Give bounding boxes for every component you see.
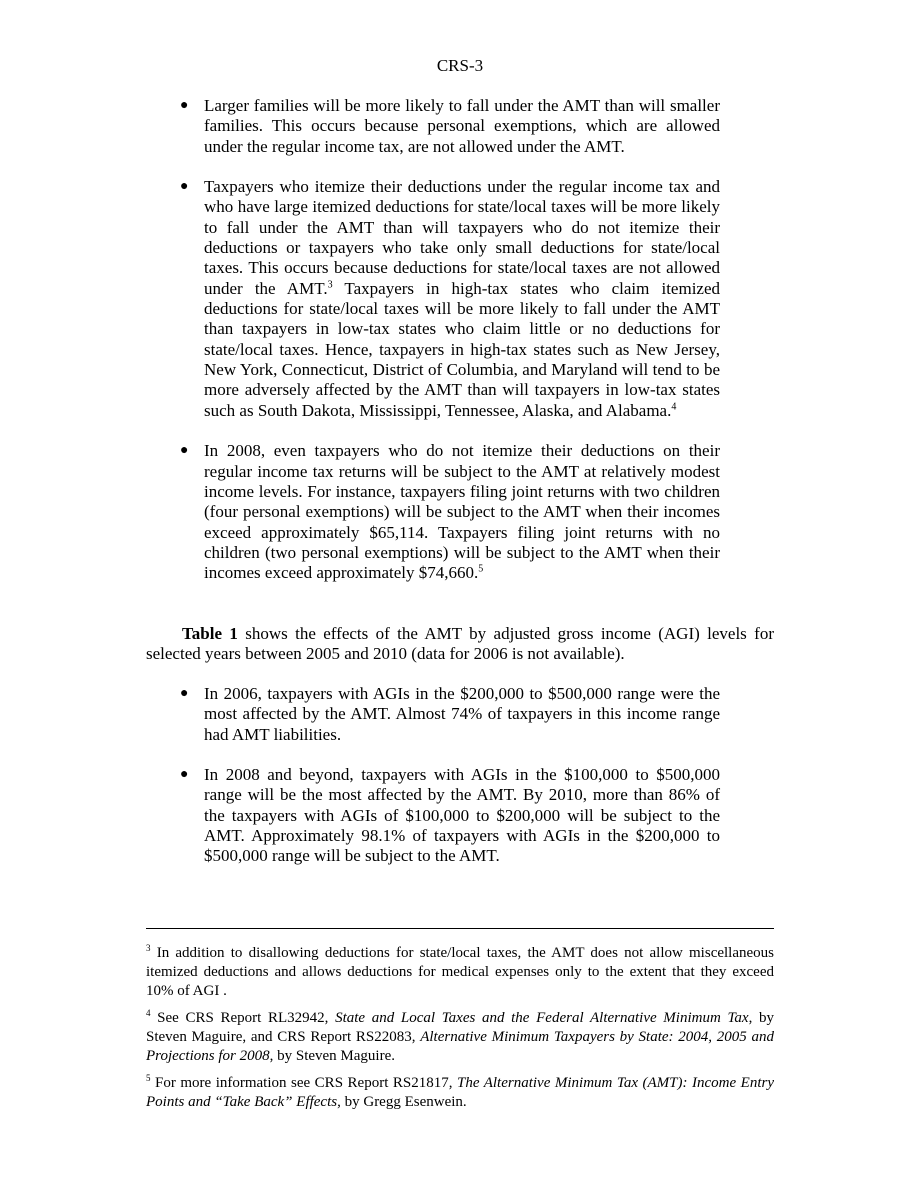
report-title: The Alternative Minimum Tax (AMT): Income Entry Points and “Take Back” Effects — [146, 1075, 774, 1110]
footnote-3 — [146, 944, 774, 1001]
footnote-text: In addition to disallowing deductions for state/local taxes, the AMT does not allow miscellaneous itemized deductions and allows deductions for medical expenses only to the extent that they exceed 10% of AGI . — [146, 945, 774, 999]
table-1-paragraph — [146, 624, 774, 665]
bullet-icon: ● — [180, 767, 189, 783]
bullet-icon: ● — [180, 686, 189, 701]
page-number-header: CRS-3 — [436, 56, 484, 75]
bullet-text: Taxpayers in high-tax states who claim itemized deductions for state/local taxes will be more likely to fall under the AMT than taxpayers in low-tax states who claim little or no deductions for state/local taxes. Hence, taxpayers in high-tax states such as New Jersey, New York, Connecticut, District of Columbia, and Maryland will tend to be more adversely affected by the AMT than will taxpayers in low-tax states such as South Dakota, Mississippi, Tennessee, Alaska, and Alabama. — [204, 278, 721, 420]
list-item — [180, 441, 720, 583]
report-title: Alternative Minimum Taxpayers by State: 2004, 2005 and Projections for 2008 — [146, 1029, 774, 1064]
footnote-4 — [146, 1009, 774, 1066]
bullet-text: Larger families will be more likely to fall under the AMT than will smaller families. This occurs because personal exemptions, which are allowed under the regular income tax, are not allowed under the AMT. — [204, 96, 720, 156]
list-item — [180, 177, 720, 421]
footnote-text: See CRS Report RL32942, — [150, 1010, 336, 1026]
bullet-text: In 2008, even taxpayers who do not itemize their deductions on their regular income tax returns will be subject to the AMT at relatively modest income levels. For instance, taxpayers filing joint returns with two children (four personal exemptions) will be subject to the AMT when their incomes exceed approximately $65,114. Taxpayers filing joint returns with no children (two personal exemptions) will be subject to the AMT when their incomes exceed approximately $74,660. — [204, 441, 720, 583]
bullet-text: In 2008 and beyond, taxpayers with AGIs in the $100,000 to $500,000 range will be the most affected by the AMT. By 2010, more than 86% of the taxpayers with AGIs of $100,000 to $200,000 will be subject to the AMT. Approximately 98.1% of taxpayers with AGIs in the $200,000 to $500,000 range will be subject to the AMT. — [204, 765, 720, 866]
footnote-5 — [146, 1074, 774, 1112]
bullet-icon: ● — [180, 98, 189, 113]
footnotes — [146, 944, 774, 1120]
bullet-list-2 — [180, 684, 720, 887]
bullet-list-1 — [180, 96, 720, 604]
footnote-text: For more information see CRS Report RS21817, — [150, 1075, 457, 1091]
bullet-text: Taxpayers who itemize their deductions under the regular income tax and who have large itemized deductions for state/local taxes will be more likely to fall under the AMT than will taxpayers who do not itemize their deductions or taxpayers who take only small deductions for state/local taxes. This occurs because deductions for state/local taxes are not allowed under the AMT. — [204, 177, 720, 298]
list-item — [180, 96, 720, 157]
report-title: State and Local Taxes and the Federal Alternative Minimum Tax — [335, 1010, 749, 1026]
bullet-text: In 2006, taxpayers with AGIs in the $200,000 to $500,000 range were the most affected by the AMT. Almost 74% of taxpayers in this income range had AMT liabilities. — [204, 684, 720, 744]
footnote-ref: 5 — [478, 563, 484, 575]
footnote-ref: 3 — [327, 279, 333, 291]
paragraph-text: shows the effects of the AMT by adjusted gross income (AGI) levels for selected years between 2005 and 2010 (data for 2006 is not available). — [146, 624, 774, 664]
footnote-ref: 4 — [671, 401, 677, 413]
footnote-text: , by Steven Maguire. — [269, 1048, 395, 1064]
footnote-text: , by Gregg Esenwein. — [337, 1094, 467, 1110]
bullet-icon: ● — [180, 179, 189, 195]
footnote-text: , by Steven Maguire, and CRS Report RS22083, — [146, 1010, 775, 1045]
list-item — [180, 765, 720, 867]
footnote-divider — [146, 928, 774, 929]
footnote-number: 5 — [146, 1073, 151, 1083]
table-reference: Table 1 — [182, 624, 238, 643]
list-item — [180, 684, 720, 745]
bullet-icon: ● — [180, 443, 189, 459]
footnote-number: 4 — [146, 1008, 151, 1018]
footnote-number: 3 — [146, 943, 151, 953]
